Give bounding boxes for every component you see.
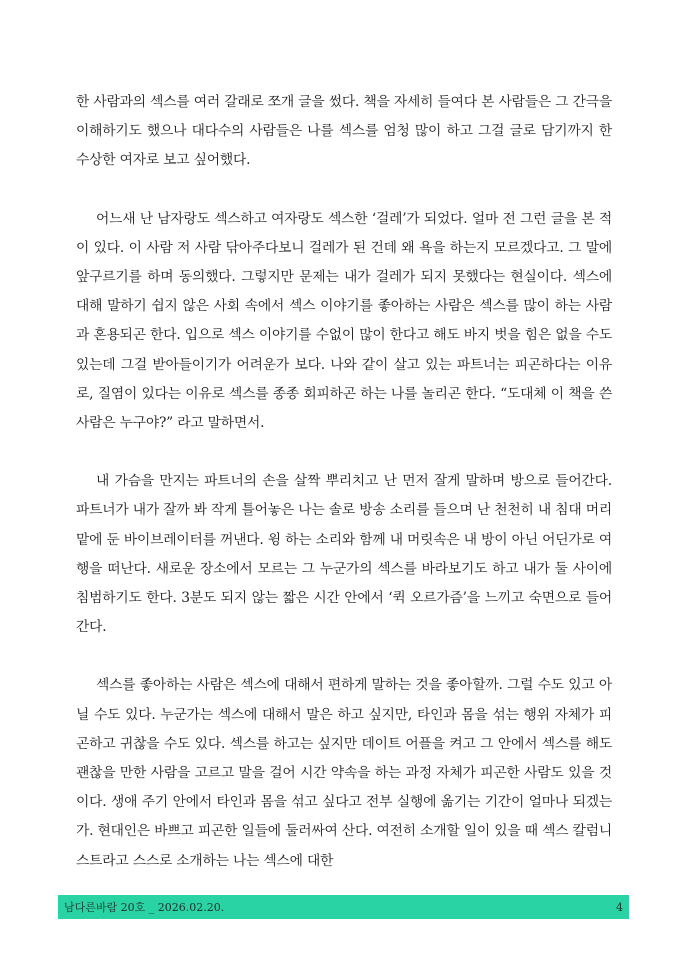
paragraph-3: 내 가슴을 만지는 파트너의 손을 살짝 뿌리치고 난 먼저 잘게 말하며 방으로 들어간다. 파트너가 내가 잘까 봐 작게 틀어놓은 나는 솔로 방송 소리를 들으며 난 천천히 내 침대 머리맡에 둔 바이브레이터를 꺼낸다. 윙 하는 소리와 함께 내 머릿속은 내 방이 아닌 어딘가로 여행을 떠난다. 새로운 장소에서 모르는 그 누군가의 섹스를 바라보기도 하고 내가 둘 사이에 침범하기도 한다. 3분도 되지 않는 짧은 시간 안에서 ‘퀵 오르가즘’을 느끼고 숙면으로 들어간다. xyxy=(76,473,612,636)
page-number: 4 xyxy=(616,900,623,914)
paragraph-1: 한 사람과의 섹스를 여러 갈래로 쪼개 글을 썼다. 책을 자세히 들여다 본 사람들은 그 간극을 이해하기도 했으나 대다수의 사람들은 나를 섹스를 엄청 많이 하고 그걸 글로 담기까지 한 수상한 여자로 보고 싶어했다. xyxy=(76,94,612,169)
footer-issue-label: 남다른바람 20호 _ 2026.02.20. xyxy=(64,901,225,914)
paragraph-2: 어느새 난 남자랑도 섹스하고 여자랑도 섹스한 ‘걸레’가 되었다. 얼마 전 그런 글을 본 적이 있다. 이 사람 저 사람 닦아주다보니 걸레가 된 건데 왜 욕을 하는지 모르겠다고. 그 말에 앞구르기를 하며 동의했다. 그렇지만 문제는 내가 걸레가 되지 못했다는 현실이다. 섹스에 대해 말하기 쉽지 않은 사회 속에서 섹스 이야기를 좋아하는 사람은 섹스를 많이 하는 사람과 혼용되곤 한다. 입으로 섹스 이야기를 수없이 많이 한다고 해도 바지 벗을 힘은 없을 수도 있는데 그걸 받아들이기가 어려운가 보다. 나와 같이 살고 있는 파트너는 피곤하다는 이유로, 질염이 있다는 이유로 섹스를 종종 회피하곤 하는 나를 놀리곤 한다. “도대체 이 책을 쓴 사람은 누구야?” 라고 말하면서. xyxy=(76,210,612,432)
paragraph-4: 섹스를 좋아하는 사람은 섹스에 대해서 편하게 말하는 것을 좋아할까. 그럴 수도 있고 아닐 수도 있다. 누군가는 섹스에 대해서 말은 하고 싶지만, 타인과 몸을 섞는 행위 자체가 피곤하고 귀찮을 수도 있다. 섹스를 하고는 싶지만 데이트 어플을 켜고 그 안에서 섹스를 해도 괜찮을 만한 사람을 고르고 말을 걸어 시간 약속을 하는 과정 자체가 피곤한 사람도 있을 것이다. 생애 주기 안에서 타인과 몸을 섞고 싶다고 전부 실행에 옮기는 기간이 얼마나 되겠는가. 현대인은 바쁘고 피곤한 일들에 둘러싸여 산다. 여전히 소개할 일이 있을 때 섹스 칼럼니스트라고 스스로 소개하는 나는 섹스에 대한 xyxy=(76,677,612,869)
page-footer xyxy=(58,895,629,919)
article-body xyxy=(76,88,612,876)
